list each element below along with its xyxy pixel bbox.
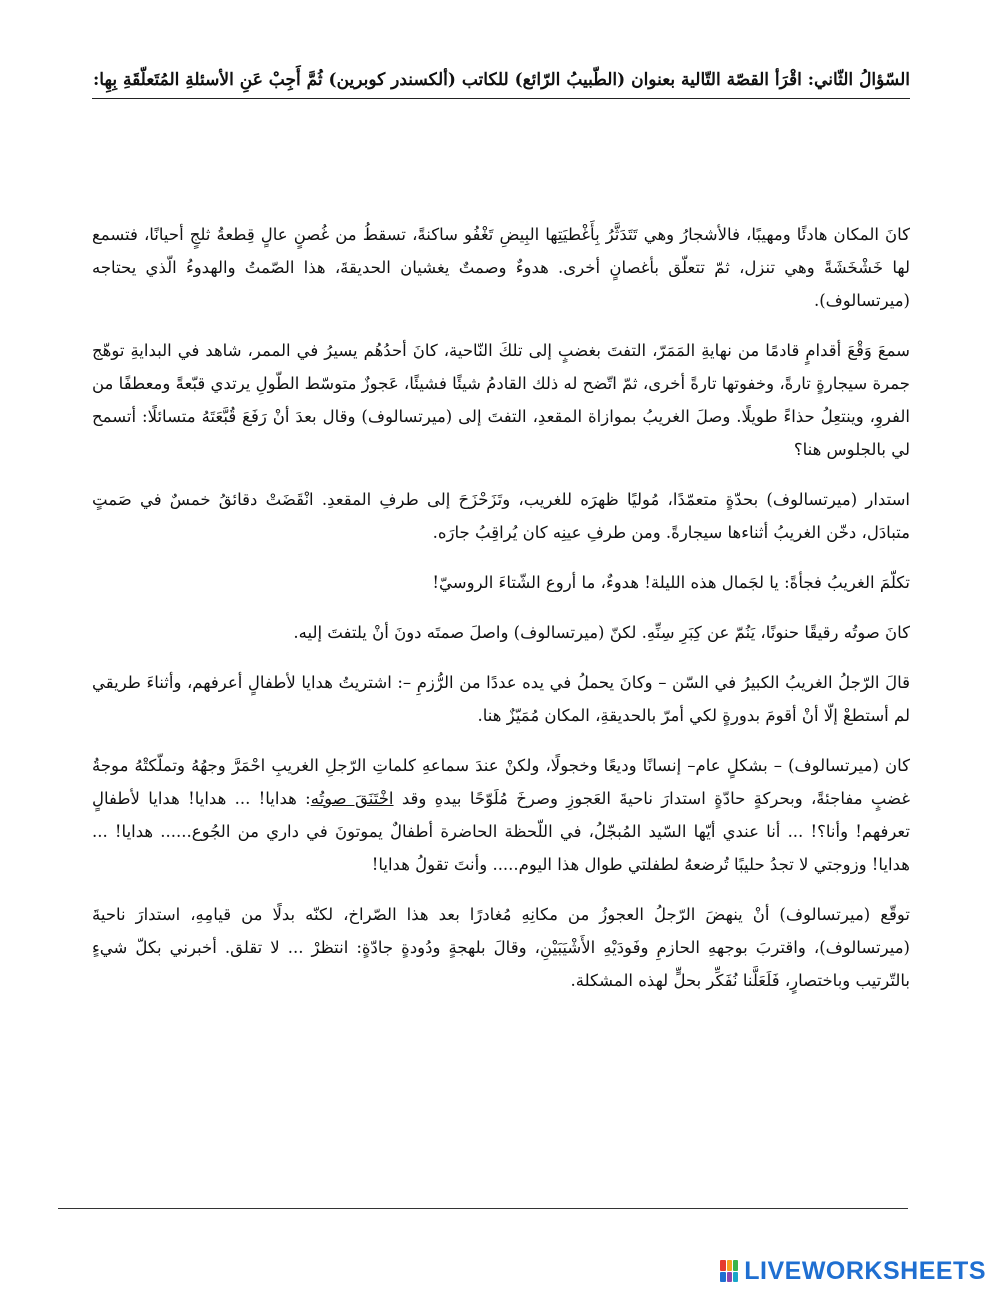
story-paragraph-3: استدار (ميرتسالوف) بحدّةٍ متعمّدًا، مُوليًا ظهرَه للغريب، وتَزَحْزَحَ إلى طرفِ المقعدِ. انْقَضَتْ دقائقُ خمسٌ في صَمتٍ متبادَل، دخّن الغريبُ أثناءها سيجارةً. ومن طرفِ عينِه كان يُراقِبُ جارَه. <box>92 490 910 542</box>
paragraph-7-after: : هدايا! ... هدايا! هدايا لأطفالٍ تعرفهم! وأنا؟! ... أنا عندي أيّها السّيد المُبجّلُ، في اللّحظة الحاضرة أطفالٌ يموتونَ في داري من الجُوع...... هدايا! ... هدايا! وزوجتي لا تجدُ حليبًا تُرضعهُ لطفلتي طوال هذا اليوم..... وأنتَ تقولُ هدايا! <box>92 789 910 874</box>
story-paragraph-1: كانَ المكان هادئًا ومهيبًا، فالأشجارُ وهي تَتَدَثَّرُ بِأَغْطيَتِها البِيضِ تَغْفُو ساكنةً، تسقطُ من غُصنٍ عالٍ قِطعةُ ثلجٍ أحيانًا، فتسمع لها خَشْخَشَةً وهي تنزل، ثمّ تتعلّق بأغصانٍ أخرى. هدوءٌ وصمتٌ يغشيان الحديقةَ، هذا الصّمتُ والهدوءُ الّذي يحتاجه (ميرتسالوف). <box>92 225 910 310</box>
logo-text: LIVEWORKSHEETS <box>744 1256 986 1285</box>
story-paragraph-8: توقّع (ميرتسالوف) أنْ ينهضَ الرّجلُ العجوزُ من مكانِهِ مُغادرًا بعد هذا الصّراخ، لكنّه بدلًا من قيامِهِ، استدارَ ناحيةَ (ميرتسالوف)، واقتربَ بوجههِ الحازمِ وفَودَيْهِ الأَشْيَبَيْنِ، وقالَ بلهجةٍ ودُودةٍ جادّةٍ: انتظرْ ... لا تقلق. أخبرني بكلّ شيءٍ بالتّرتيب وباختصارٍ، فَلَعَلَّنا نُفَكِّر بحلٍّ لهذه المشكلة. <box>92 905 910 990</box>
story-paragraph-7 <box>92 749 910 881</box>
liveworksheets-icon <box>720 1260 738 1282</box>
story-paragraph-2: سمعَ وَقْعَ أقدامٍ قادمًا من نهايةِ المَمَرّ، التفتَ بغضبٍ إلى تلكَ النّاحية، كانَ أحدُهُم يسيرُ في الممر، شاهد في البدايةِ توهّج جمرة سيجارةٍ تارةً، وخفوتها تارةً أخرى، ثمّ اتّضح له ذلك القادمُ شيئًا فشيئًا، عَجوزٌ متوسّط الطّولِ يرتدي قبّعةً ومعطفًا من الفروِ، وينتعِلُ حذاءً طويلًا. وصلَ الغريبُ بموازاة المقعدِ، التفتَ إلى (ميرتسالوف) وقال بعدَ أنْ رَفَعَ قُبَّعَتَهُ متسائلًا: أتسمح لي بالجلوس هنا؟ <box>92 341 910 459</box>
bottom-divider <box>58 1208 908 1209</box>
story-paragraph-6: قالَ الرّجلُ الغريبُ الكبيرُ في السّن – وكانَ يحملُ في يده عددًا من الرُّزمِ –: اشتريتُ هدايا لأطفالٍ أعرفهم، وأثناءَ طريقي لم أستطعْ إلّا أنْ أقومَ بدورةٍ لكي أمرّ بالحديقةِ، المكان مُمَيّزٌ هنا. <box>92 673 910 725</box>
story-text <box>92 218 910 1014</box>
question-heading: السّؤالُ الثّاني: اقْرَأ القصّة التّالية بعنوان (الطّبيبُ الرّائع) للكاتب (ألكسندر كوبرين) ثُمَّ أَجِبْ عَنِ الأسئلةِ المُتَعلّقَةِ بِهِا: <box>92 62 910 99</box>
story-paragraph-5: كانَ صوتُه رقيقًا حنونًا، يَنُمّ عن كِبَرِ سِنِّهِ. لكنّ (ميرتسالوف) واصلَ صمتَه دونَ أنْ يلتفتَ إليه. <box>293 623 910 642</box>
story-paragraph-4: تكلّمَ الغريبُ فجأةً: يا لجَمال هذه الليلة! هدوءٌ، ما أروع الشّتاءَ الروسيّ! <box>432 573 910 592</box>
underlined-phrase: اخْتَنَقَ صوتُه <box>310 789 394 808</box>
liveworksheets-logo <box>720 1254 986 1288</box>
paragraph-7-before: كان (ميرتسالوف) – بشكلٍ عام– إنسانًا وديعًا وخجولًا، ولكنْ عندَ سماعهِ كلماتِ الرّجلِ الغريبِ احْمَرَّ وجهُهُ وتملّكتْهُ موجةُ غضبٍ مفاجئةً، وبحركةٍ حادّةٍ استدارَ ناحيةَ العَجوزِ وصرخَ مُلَوّحًا بيدهِ وقد <box>92 756 910 808</box>
